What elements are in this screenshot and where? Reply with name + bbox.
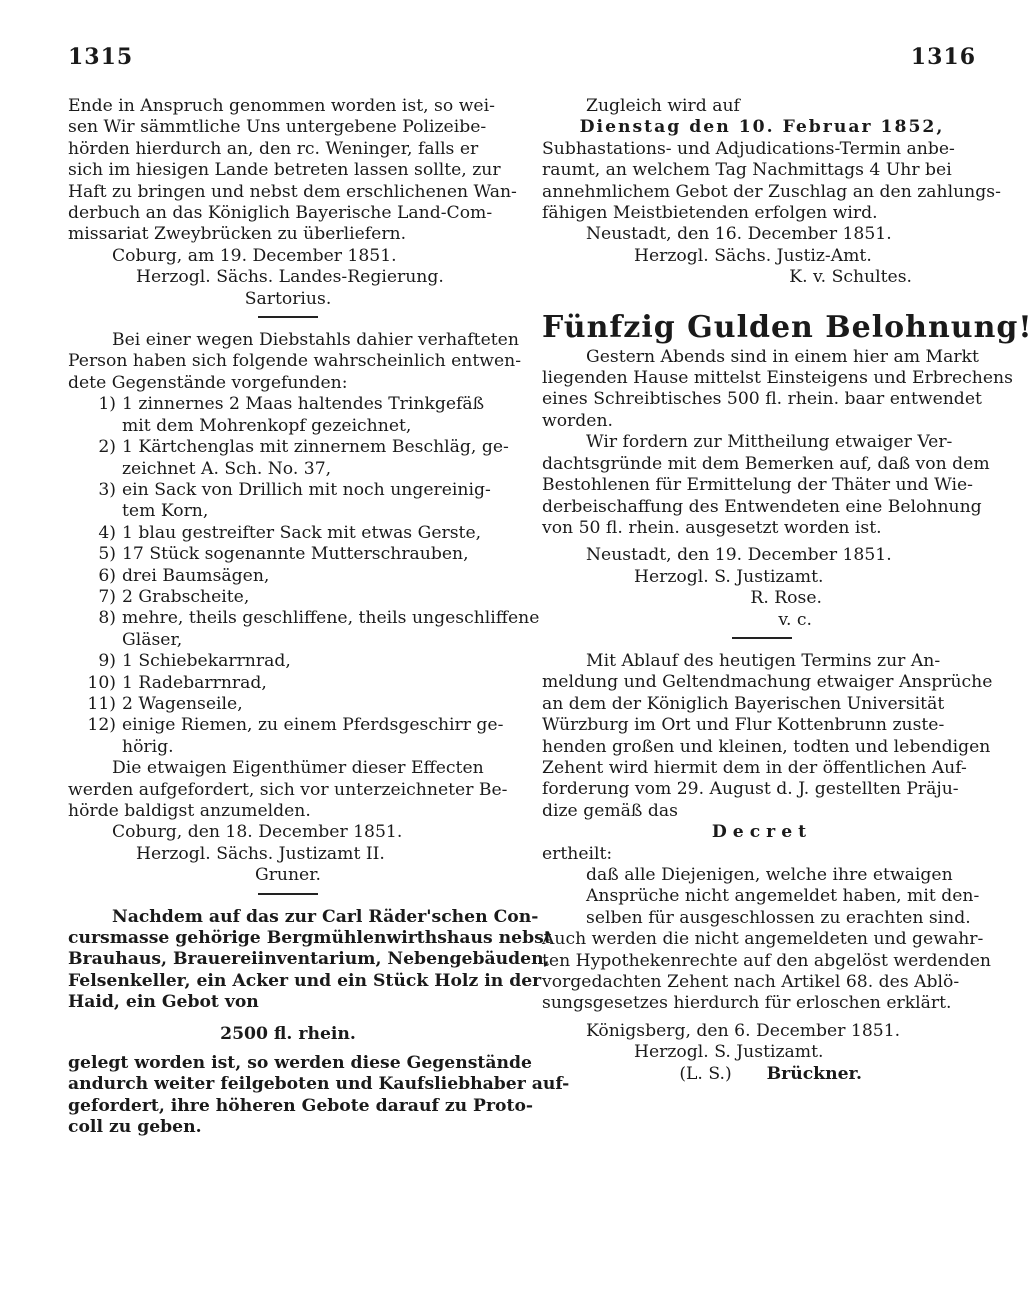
text-line: eines Schreibtisches 500 fl. rhein. baar entwendet (542, 389, 982, 410)
separator-rule (732, 637, 792, 639)
text-line: annehmlichem Gebot der Zuschlag an den zahlungs- (542, 181, 1001, 202)
text-line: daß alle Diejenigen, welche ihre etwaigen (586, 865, 953, 885)
text-line: sungsgesetzes hierdurch für erloschen erklärt. (542, 993, 952, 1014)
text-line: worden. (542, 410, 613, 431)
text-line: ten Hypothekenrechte auf den abgelöst werdenden (542, 950, 991, 971)
item-number: 10) (87, 672, 116, 693)
item-text: 17 Stück sogenannte Mutterschrauben, (122, 544, 469, 565)
text-line: hörden hierdurch an, den rc. Weninger, falls er (68, 138, 479, 159)
text-line: von 50 fl. rhein. ausgesetzt worden ist. (542, 517, 882, 538)
text-line: Haid, ein Gebot von (68, 992, 259, 1013)
notice-stolen-goods (68, 330, 540, 887)
item-text: einige Riemen, zu einem Pferdsgeschirr ge- (122, 715, 504, 736)
item-text: ein Sack von Drillich mit noch ungereinig- (122, 479, 491, 500)
item-number: 4) (98, 522, 116, 543)
text-line: sich im hiesigen Lande betreten lassen sollte, zur (68, 160, 501, 181)
notice-signature: K. v. Schultes. (789, 267, 912, 288)
notice-auction-date (542, 96, 1001, 289)
text-line: henden großen und kleinen, todten und lebendigen (542, 736, 991, 757)
notice-authority: Herzogl. Sächs. Justizamt II. (136, 843, 385, 864)
item-number: 2) (98, 437, 116, 458)
decree-title: Decret (711, 822, 813, 843)
list-item (68, 544, 508, 565)
text-line: cursmasse gehörige Bergmühlenwirthshaus nebst (68, 928, 552, 949)
right-column (542, 96, 1033, 1089)
list-item (68, 437, 508, 458)
text-line: Haft zu bringen und nebst dem erschlichenen Wan- (68, 181, 517, 202)
notice-signature: R. Rose. (750, 588, 822, 609)
text-line: andurch weiter feilgeboten und Kaufsliebhaber auf- (68, 1074, 570, 1095)
auction-date: Dienstag den 10. Februar 1852, (579, 117, 945, 138)
text-line: Brauhaus, Brauereiinventarium, Nebengebäuden, (68, 949, 550, 970)
item-text: tem Korn, (122, 501, 209, 522)
item-list (68, 394, 540, 758)
text-line: Felsenkeller, ein Acker und ein Stück Holz in der (68, 970, 542, 991)
item-number: 11) (87, 693, 116, 714)
notice-signature: Gruner. (254, 865, 322, 886)
list-item (68, 480, 508, 501)
text-line: Subhastations- und Adjudications-Termin anbe- (542, 138, 955, 159)
notice-tithe-decree (542, 650, 993, 1085)
item-number: 5) (98, 544, 116, 565)
notice-date: Königsberg, den 6. December 1851. (586, 1020, 901, 1041)
text-line: hörde baldigst anzumelden. (68, 801, 311, 821)
text-line: Ansprüche nicht angemeldet haben, mit den- (586, 886, 980, 907)
text-line: derbeischaffung des Entwendeten eine Belohnung (542, 496, 982, 517)
item-text: 1 zinnernes 2 Maas haltendes Trinkgefäß (122, 394, 485, 415)
notice-authority: Herzogl. S. Justizamt. (634, 1042, 824, 1063)
item-number: 6) (98, 565, 116, 586)
page-number-right: 1316 (910, 44, 976, 70)
text-line: sen Wir sämmtliche Uns untergebene Polizeibe- (68, 117, 487, 138)
list-item (68, 673, 508, 694)
notice-authority: Herzogl. S. Justizamt. (634, 566, 824, 587)
notice-weninger (68, 96, 517, 310)
list-item (68, 694, 508, 715)
item-text: 1 blau gestreifter Sack mit etwas Gerste, (122, 522, 482, 543)
notice-seal-signature (542, 1064, 982, 1085)
left-column (68, 96, 570, 1143)
list-item (68, 394, 508, 415)
notice-date: Coburg, den 18. December 1851. (112, 822, 403, 843)
text-line: Die etwaigen Eigenthümer dieser Effecten (112, 758, 484, 779)
text-line: gefordert, ihre höheren Gebote darauf zu Proto- (68, 1095, 534, 1116)
text-line: Würzburg im Ort und Flur Kottenbrunn zuste- (542, 715, 945, 736)
item-text: hörig. (122, 736, 174, 757)
text-line: coll zu geben. (68, 1117, 202, 1138)
text-line: forderung vom 29. August d. J. gestellten Präju- (542, 779, 959, 800)
text-line: dachtsgründe mit dem Bemerken auf, daß von dem (542, 453, 990, 474)
text-line: Gestern Abends sind in einem hier am Markt (586, 346, 979, 367)
notice-authority: Herzogl. Sächs. Landes-Regierung. (136, 267, 444, 288)
list-item (68, 587, 508, 608)
list-item (68, 715, 508, 736)
list-item (68, 608, 540, 629)
item-text: mit dem Mohrenkopf gezeichnet, (122, 415, 412, 436)
item-text: drei Baumsägen, (122, 565, 270, 586)
notice-auction (68, 906, 570, 1139)
text-line: missariat Zweybrücken zu überliefern. (68, 224, 407, 245)
page-number-left: 1315 (68, 44, 134, 70)
item-number: 1) (98, 394, 116, 415)
notice-signature: Brückner. (766, 1063, 862, 1084)
separator-rule (258, 316, 318, 318)
text-line: dete Gegenstände vorgefunden: (68, 372, 348, 393)
item-text: 1 Schiebekarrnrad, (122, 651, 291, 672)
notice-reward (542, 309, 1033, 631)
text-line: raumt, an welchem Tag Nachmittags 4 Uhr bei (542, 160, 952, 181)
notice-authority: Herzogl. Sächs. Justiz-Amt. (634, 245, 872, 266)
text-line: Nachdem auf das zur Carl Räder'schen Con- (112, 906, 539, 927)
bid-amount: 2500 fl. rhein. (220, 1023, 356, 1044)
item-text: zeichnet A. Sch. No. 37, (122, 458, 332, 479)
text-line: liegenden Hause mittelst Einsteigens und Erbrechens (542, 368, 1013, 389)
text-line: an dem der Königlich Bayerischen Universität (542, 693, 945, 714)
text-line: Person haben sich folgende wahrscheinlich entwen- (68, 351, 522, 372)
notice-date: Neustadt, den 16. December 1851. (586, 224, 892, 245)
item-text: 2 Wagenseile, (122, 693, 243, 714)
item-text: 1 Kärtchenglas mit zinnernem Beschläg, ge- (122, 437, 509, 458)
text-line: Bei einer wegen Diebstahls dahier verhafteten (112, 330, 519, 351)
notice-date: Neustadt, den 19. December 1851. (586, 545, 892, 566)
text-line: Mit Ablauf des heutigen Termins zur An- (586, 650, 941, 671)
text-line: meldung und Geltendmachung etwaiger Ansprüche (542, 672, 993, 693)
notice-signature-suffix: v. c. (778, 609, 812, 630)
text-line: derbuch an das Königlich Bayerische Land-Com- (68, 203, 493, 224)
text-line: Bestohlenen für Ermittelung der Thäter und Wie- (542, 475, 973, 496)
text-line: Zugleich wird auf (586, 96, 740, 116)
item-text: Gläser, (122, 629, 183, 650)
item-text: mehre, theils geschliffene, theils ungeschliffene (122, 608, 540, 629)
text-line: selben für ausgeschlossen zu erachten sind. (586, 907, 971, 928)
text-line: dize gemäß das (542, 800, 678, 821)
notice-date: Coburg, am 19. December 1851. (112, 245, 397, 266)
text-line: Zehent wird hiermit dem in der öffentlichen Auf- (542, 757, 967, 778)
item-number: 7) (98, 586, 116, 607)
text-line: ertheilt: (542, 843, 613, 864)
item-text: 2 Grabscheite, (122, 586, 250, 607)
list-item (68, 651, 508, 672)
text-line: werden aufgefordert, sich vor unterzeichneter Be- (68, 779, 508, 800)
item-number: 9) (98, 651, 116, 672)
text-line: Wir fordern zur Mittheilung etwaiger Ver- (586, 432, 953, 453)
text-line: vorgedachten Zehent nach Artikel 68. des Ablö- (542, 972, 960, 993)
item-number: 8) (98, 608, 116, 629)
item-number: 12) (87, 715, 116, 736)
text-line: fähigen Meistbietenden erfolgen wird. (542, 203, 878, 224)
text-line: gelegt worden ist, so werden diese Gegenstände (68, 1053, 532, 1074)
reward-heading: Fünfzig Gulden Belohnung! (542, 309, 1033, 345)
notice-signature: Sartorius. (244, 288, 332, 309)
list-item (68, 566, 508, 587)
item-number: 3) (98, 479, 116, 500)
separator-rule (258, 893, 318, 895)
text-line: Auch werden die nicht angemeldeten und gewahr- (542, 929, 984, 950)
item-text: 1 Radebarrnrad, (122, 672, 267, 693)
text-line: Ende in Anspruch genommen worden ist, so wei- (68, 96, 495, 116)
seal-mark: (L. S.) (679, 1063, 732, 1084)
list-item (68, 523, 508, 544)
